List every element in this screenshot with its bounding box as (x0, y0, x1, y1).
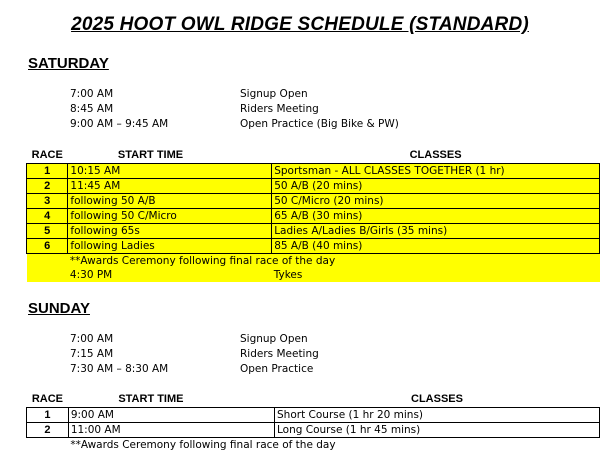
table-row (27, 179, 600, 194)
pre-event: Open Practice (240, 363, 314, 375)
race-start: 9:00 AM (68, 408, 274, 423)
start-time-header: START TIME (118, 393, 184, 405)
pre-item (0, 347, 600, 362)
note-spacer (27, 438, 69, 453)
pre-event: Riders Meeting (240, 103, 319, 115)
sunday-race-table (26, 392, 600, 452)
table-row (27, 239, 600, 254)
pre-event: Signup Open (240, 333, 308, 345)
pre-item (0, 87, 600, 102)
race-classes: 65 A/B (30 mins) (272, 209, 600, 224)
classes-header: CLASSES (411, 393, 463, 405)
saturday-heading: SATURDAY (28, 55, 109, 72)
race-start: following 50 C/Micro (68, 209, 272, 224)
awards-note: **Awards Ceremony following final race of the day (70, 439, 336, 451)
classes-header: CLASSES (409, 149, 462, 161)
pre-item (0, 332, 600, 347)
sunday-heading: SUNDAY (28, 300, 90, 317)
race-header: RACE (31, 149, 63, 161)
race-number: 1 (27, 408, 69, 423)
race-number: 2 (27, 179, 68, 194)
pre-item (0, 102, 600, 117)
race-number: 5 (27, 224, 68, 239)
sunday-pre-schedule (0, 332, 600, 377)
awards-note: **Awards Ceremony following final race of the day (68, 254, 600, 269)
table-row (27, 423, 600, 438)
saturday-race-table (26, 148, 600, 282)
race-classes: Sportsman - ALL CLASSES TOGETHER (1 hr) (272, 164, 600, 179)
race-start: 11:45 AM (68, 179, 272, 194)
pre-time: 7:00 AM (70, 88, 114, 100)
pre-event: Signup Open (240, 88, 308, 100)
race-start: 11:00 AM (68, 423, 274, 438)
table-header-row (27, 392, 600, 408)
note-spacer (27, 268, 68, 282)
table-row (27, 408, 600, 423)
race-number: 4 (27, 209, 68, 224)
race-start: following Ladies (68, 239, 272, 254)
table-row (27, 164, 600, 179)
table-row (27, 209, 600, 224)
race-number: 3 (27, 194, 68, 209)
awards-note-row (27, 254, 600, 269)
pre-event: Open Practice (Big Bike & PW) (240, 118, 399, 130)
race-start: following 65s (68, 224, 272, 239)
race-header: RACE (31, 393, 63, 405)
pre-time: 7:00 AM (70, 333, 114, 345)
table-row (27, 194, 600, 209)
race-number: 6 (27, 239, 68, 254)
race-classes: Ladies A/Ladies B/Girls (35 mins) (272, 224, 600, 239)
pre-time: 7:15 AM (70, 348, 114, 360)
extra-race-row (27, 268, 600, 282)
race-number: 1 (27, 164, 68, 179)
race-start: following 50 A/B (68, 194, 272, 209)
pre-item (0, 117, 600, 132)
pre-time: 7:30 AM – 8:30 AM (70, 363, 169, 375)
pre-event: Riders Meeting (240, 348, 319, 360)
race-classes: 50 A/B (20 mins) (272, 179, 600, 194)
awards-note-row (27, 438, 600, 453)
race-number: 2 (27, 423, 69, 438)
page-title: 2025 HOOT OWL RIDGE SCHEDULE (STANDARD) (71, 14, 529, 35)
race-classes: Long Course (1 hr 45 mins) (275, 423, 600, 438)
race-classes: 85 A/B (40 mins) (272, 239, 600, 254)
race-start: 10:15 AM (68, 164, 272, 179)
note-spacer (27, 254, 68, 269)
extra-start: 4:30 PM (68, 268, 272, 282)
saturday-pre-schedule (0, 87, 600, 132)
pre-time: 9:00 AM – 9:45 AM (70, 118, 169, 130)
start-time-header: START TIME (117, 149, 184, 161)
table-row (27, 224, 600, 239)
extra-classes: Tykes (272, 268, 600, 282)
pre-item (0, 362, 600, 377)
race-classes: 50 C/Micro (20 mins) (272, 194, 600, 209)
race-classes: Short Course (1 hr 20 mins) (275, 408, 600, 423)
pre-time: 8:45 AM (70, 103, 114, 115)
table-header-row (27, 148, 600, 164)
